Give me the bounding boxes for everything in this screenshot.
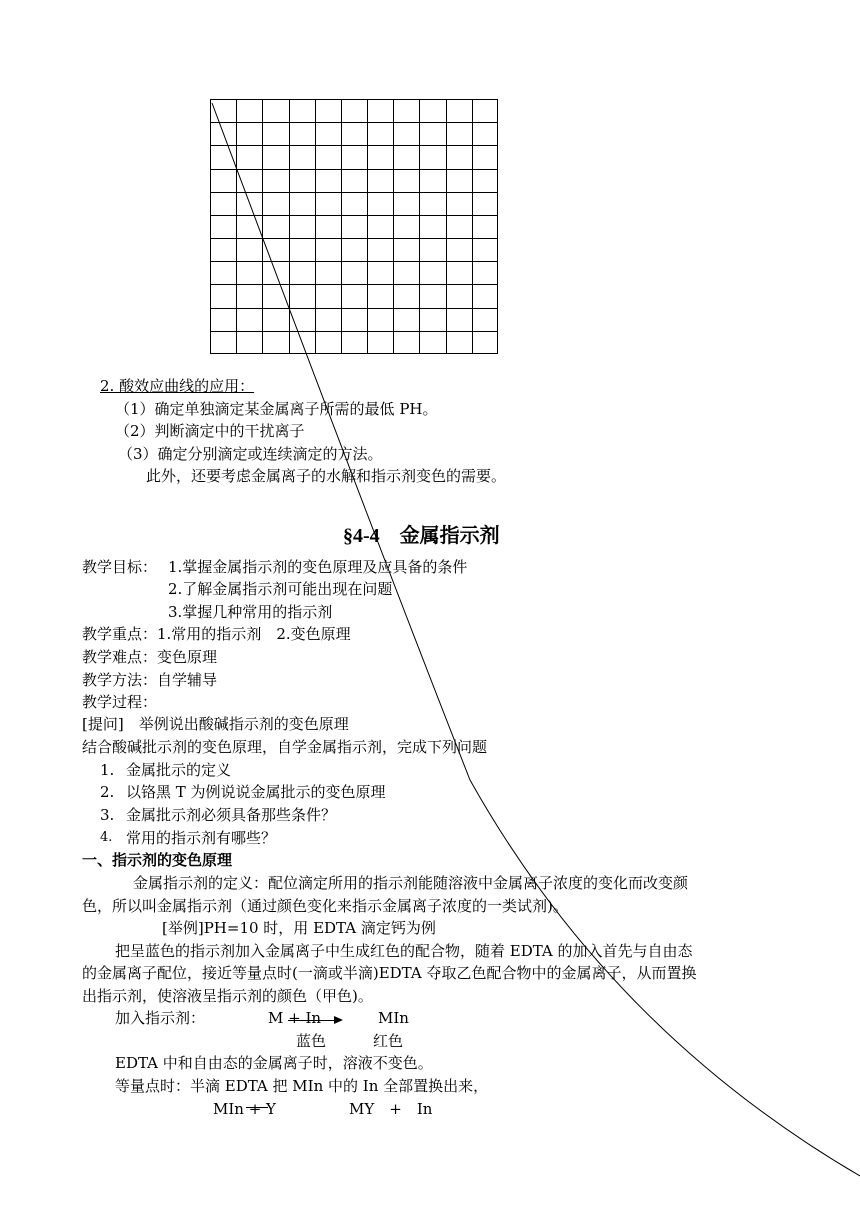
question-text-1: 金属批示的定义 [126,761,232,779]
question-num-1: 1. [100,761,115,779]
paragraph-line-1: 把呈蓝色的指示剂加入金属离子中生成红色的配合物，随着 EDTA 的加入首先与自由态 [115,942,693,960]
goals-label: 教学目标： [82,558,158,576]
question-num-4: 4. [100,830,113,845]
edta-line: EDTA 中和自由态的金属离子时，溶液不变色。 [115,1054,433,1072]
example-line: [举例]PH=10 时，用 EDTA 滴定钙为例 [162,919,436,937]
question-text-2: 以铬黑 T 为例说说金属批示的变色原理 [126,783,386,801]
section2-item-1: （1）确定单独滴定某金属离子所需的最低 PH。 [115,400,438,418]
teaching-method: 教学方法：自学辅导 [82,671,218,689]
question-text-4: 常用的指示剂有哪些？ [126,829,277,847]
combine-instruction: 结合酸碱批示剂的变色原理，自学金属指示剂，完成下列问题 [82,738,488,756]
equation1-right: MIn [378,1009,409,1027]
color-blue-label: 蓝色 [296,1032,327,1050]
question-num-2: 2. [100,783,115,801]
arrow-head-icon [334,1016,343,1024]
section2-item-2: （2）判断滴定中的干扰离子 [115,422,305,440]
question-text-3: 金属批示剂必须具备那些条件？ [126,806,337,824]
goal-item-2: 2.了解金属指示剂可能出现在问题 [168,580,393,598]
teaching-difficulty: 教学难点：变色原理 [82,648,218,666]
section2-note: 此外，还要考虑金属离子的水解和指示剂变色的需要。 [146,467,507,485]
equation1-left: M + In [268,1009,322,1027]
equation2-left: MIn + Y [213,1100,276,1118]
equation2-right: MY + In [349,1100,433,1118]
definition-line-2: 色，所以叫金属指示剂（通过颜色变化来指示金属离子浓度的一类试剂)。 [82,897,568,915]
teaching-focus: 教学重点：1.常用的指示剂 2.变色原理 [82,625,351,643]
goal-item-1: 1.掌握金属指示剂的变色原理及应具备的条件 [168,558,468,576]
goal-item-3: 3.掌握几种常用的指示剂 [168,603,333,621]
color-red-label: 红色 [373,1032,404,1050]
equivalence-line: 等量点时：半滴 EDTA 把 MIn 中的 In 全部置换出来， [115,1077,489,1095]
teaching-process: 教学过程： [82,693,158,711]
equation2-arrow [246,1107,268,1108]
section2-heading: 2. 酸效应曲线的应用： [100,377,255,395]
question-prompt: [提问] 举例说出酸碱指示剂的变色原理 [82,715,349,733]
paragraph-line-2: 的金属离子配位，接近等量点时(一滴或半滴)EDTA 夺取乙色配合物中的金属离子，从而置换 [82,964,697,982]
part1-heading: 一、指示剂的变色原理 [82,851,233,869]
section2-item-3: （3）确定分别滴定或连续滴定的方法。 [118,445,383,463]
definition-line-1: 金属指示剂的定义：配位滴定所用的指示剂能随溶液中金属离子浓度的变化而改变颜 [133,874,689,892]
paragraph-line-3: 出指示剂，使溶液呈指示剂的颜色（甲色)。 [82,987,373,1005]
add-indicator-label: 加入指示剂： [115,1009,206,1027]
question-num-3: 3. [100,806,115,824]
section-title: §4-4 金属指示剂 [343,525,500,547]
equation1-arrow [288,1020,336,1021]
